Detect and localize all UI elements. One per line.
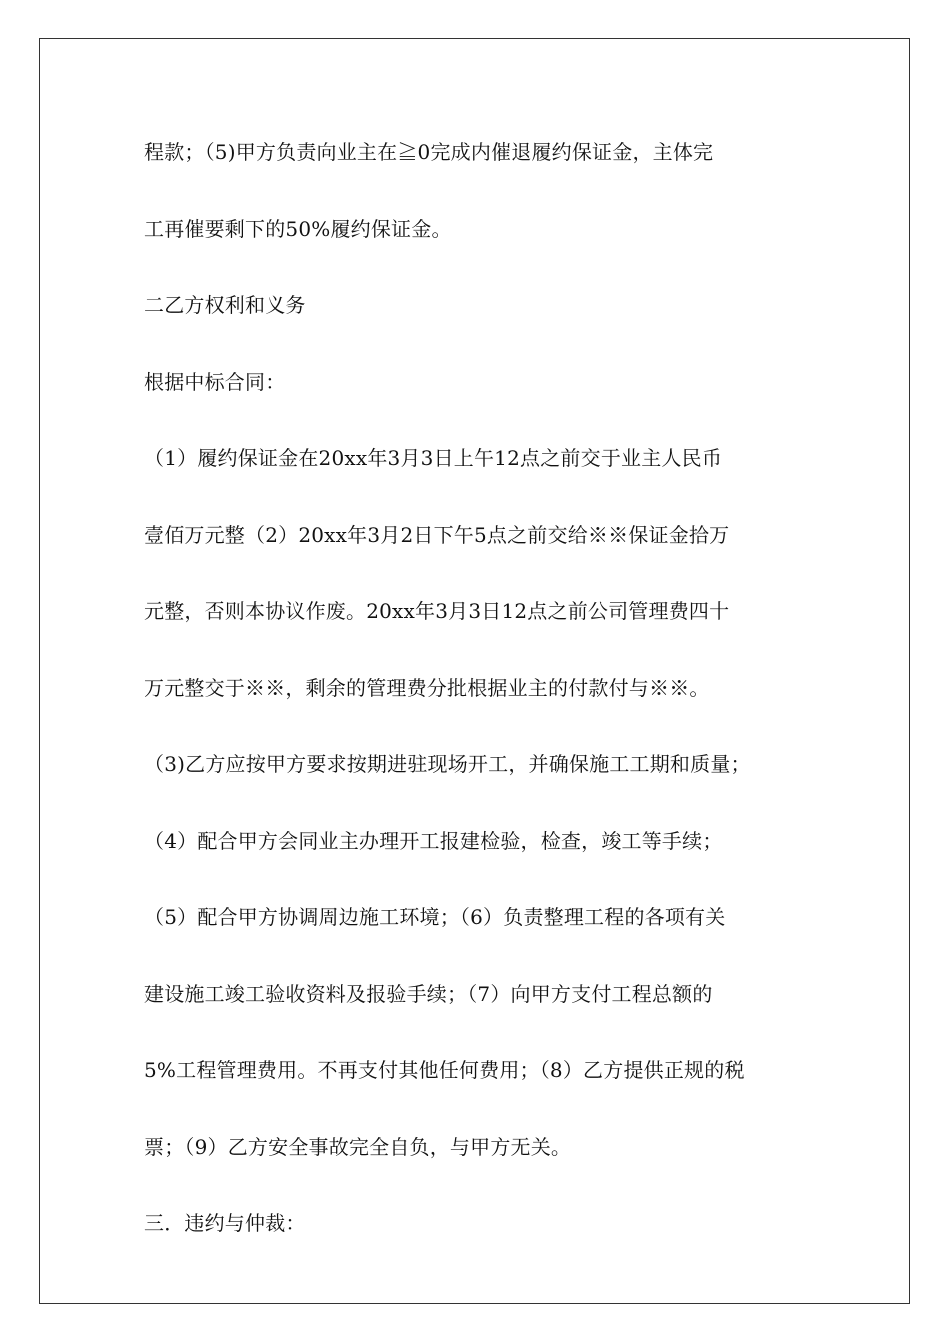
text-line: 票；（9）乙方安全事故完全自负，与甲方无关。: [144, 1134, 572, 1159]
text-line: 5%工程管理费用。不再支付其他任何费用；（8）乙方提供正规的税: [144, 1058, 745, 1082]
text-line: 根据中标合同：: [144, 369, 286, 394]
text-line: 壹佰万元整（2）20xx年3月2日下午5点之前交给※※保证金拾万: [144, 522, 730, 547]
text-line: 工再催要剩下的50%履约保证金。: [144, 216, 452, 241]
text-line: 程款；（5)甲方负责向业主在≧0完成内催退履约保证金，主体完: [144, 140, 714, 164]
text-line: 万元整交于※※，剩余的管理费分批根据业主的付款付与※※。: [144, 675, 710, 700]
text-line: （4）配合甲方会同业主办理开工报建检验，检查，竣工等手续；: [144, 828, 723, 853]
text-line: （3)乙方应按甲方要求按期进驻现场开工，并确保施工工期和质量；: [144, 752, 751, 776]
section-heading: 三．违约与仲裁：: [144, 1211, 306, 1235]
section-heading: 二乙方权利和义务: [144, 293, 306, 317]
text-line: （1）履约保证金在20xx年3月3日上午12点之前交于业主人民币: [144, 446, 723, 470]
document-body: [144, 132, 816, 1280]
text-line: 建设施工竣工验收资料及报验手续；（7）向甲方支付工程总额的: [144, 981, 713, 1006]
text-line: （5）配合甲方协调周边施工环境；（6）负责整理工程的各项有关: [144, 905, 726, 929]
text-line: 元整，否则本协议作废。20xx年3月3日12点之前公司管理费四十: [144, 599, 730, 623]
